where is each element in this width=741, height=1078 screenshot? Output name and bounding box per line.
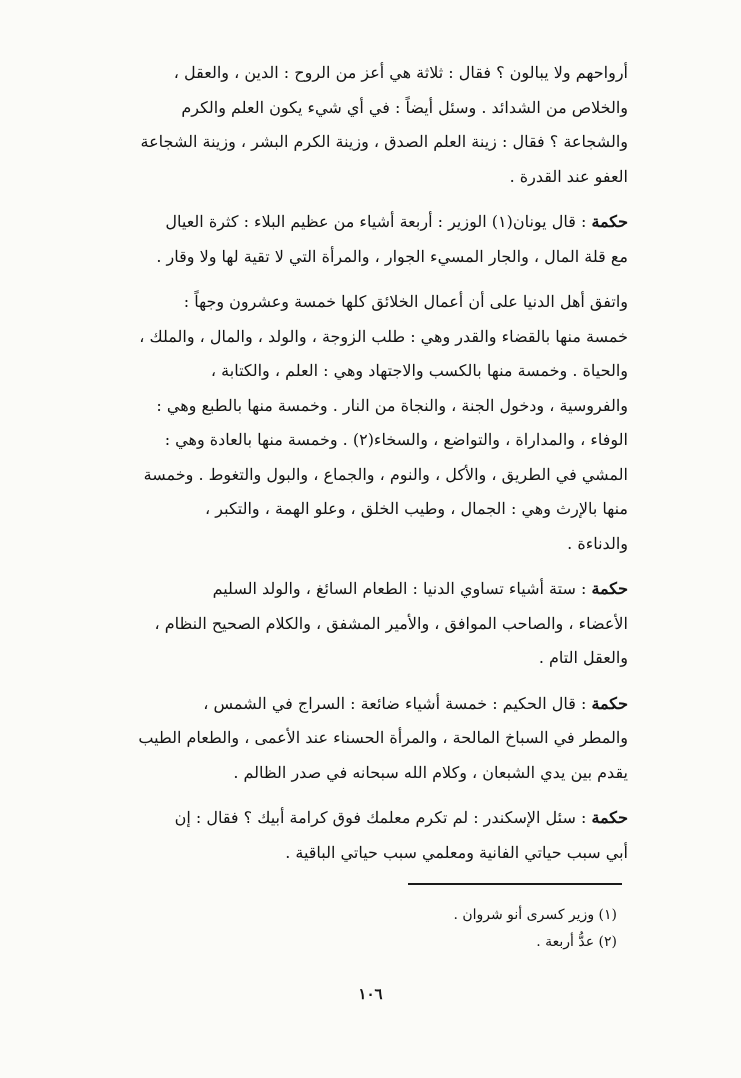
text-line: : ستة أشياء تساوي الدنيا : الطعام السائغ ، والولد السليم [212, 579, 587, 598]
text-line: العفو عند القدرة . [509, 166, 628, 186]
paragraph-wisdom [62, 801, 628, 870]
text-line: والخلاص من الشدائد . وسئل أيضاً : في أي شيء يكون العلم والكرم [181, 97, 628, 117]
footnote-divider [408, 883, 622, 885]
footnote: (٢) عدُّ أربعة . [536, 934, 617, 950]
text-line: : قال يونان(١) الوزير : أربعة أشياء من عظيم البلاء : كثرة العيال [165, 212, 587, 231]
text-line: الوفاء ، والمداراة ، والتواضع ، والسخاء(٢) . وخمسة منها بالعادة وهي : [164, 430, 628, 449]
text-line: الأعضاء ، والصاحب الموافق ، والأمير المشفق ، والكلام الصحيح النظام ، [154, 613, 628, 633]
text-line: والحياة . وخمسة منها بالكسب والاجتهاد وهي : العلم ، والكتابة ، [210, 361, 628, 380]
text-line: منها بالإرث وهي : الجمال ، وطيب الخلق ، وعلو الهمة ، والتكبر ، [205, 499, 628, 518]
wisdom-label: حكمة [591, 212, 628, 231]
wisdom-label: حكمة [591, 808, 628, 827]
wisdom-label: حكمة [591, 693, 628, 713]
text-line: : قال الحكيم : خمسة أشياء ضائعة : السراج في الشمس ، [203, 693, 587, 713]
text-line: : سئل الإسكندر : لم تكرم معلمك فوق كرامة أبيك ؟ فقال : إن [174, 808, 587, 827]
text-line: والمطر في السباخ المالحة ، والمرأة الحسناء عند الأعمى ، والطعام الطيب [138, 728, 628, 747]
page-number: ١٠٦ [358, 985, 383, 1003]
wisdom-label: حكمة [591, 579, 628, 598]
page-body [62, 56, 628, 881]
paragraph-wisdom [62, 572, 628, 676]
text-line: خمسة منها بالقضاء والقدر وهي : طلب الزوجة ، والولد ، والمال ، والملك ، [139, 326, 628, 346]
text-line: واتفق أهل الدنيا على أن أعمال الخلائق كلها خمسة وعشرون وجهاً : [183, 292, 628, 311]
text-line: والدناءة . [567, 533, 628, 553]
paragraph [62, 285, 628, 561]
text-line: والفروسية ، ودخول الجنة ، والنجاة من النار . وخمسة منها بالطبع وهي : [156, 395, 628, 415]
text-line: مع قلة المال ، والجار المسيء الجوار ، والمرأة التي لا تقية لها ولا وقار . [156, 246, 628, 266]
text-line: المشي في الطريق ، والأكل ، والنوم ، والجماع ، والبول والتغوط . وخمسة [143, 464, 628, 484]
paragraph-wisdom [62, 205, 628, 274]
footnote: (١) وزير كسرى أنو شروان . [453, 907, 617, 923]
text-line: يقدم بين يدي الشبعان ، وكلام الله سبحانه في صدر الظالم . [233, 762, 628, 782]
footnotes [317, 902, 617, 956]
paragraph [62, 56, 628, 194]
text-line: أرواحهم ولا يبالون ؟ فقال : ثلاثة هي أعز من الروح : الدين ، والعقل ، [173, 63, 628, 82]
text-line: أبي سبب حياتي الفانية ومعلمي سبب حياتي الباقية . [285, 842, 628, 862]
text-line: والشجاعة ؟ فقال : زينة العلم الصدق ، وزينة الكرم البشر ، وزينة الشجاعة [140, 132, 628, 151]
text-line: والعقل التام . [538, 648, 628, 667]
paragraph-wisdom [62, 687, 628, 791]
